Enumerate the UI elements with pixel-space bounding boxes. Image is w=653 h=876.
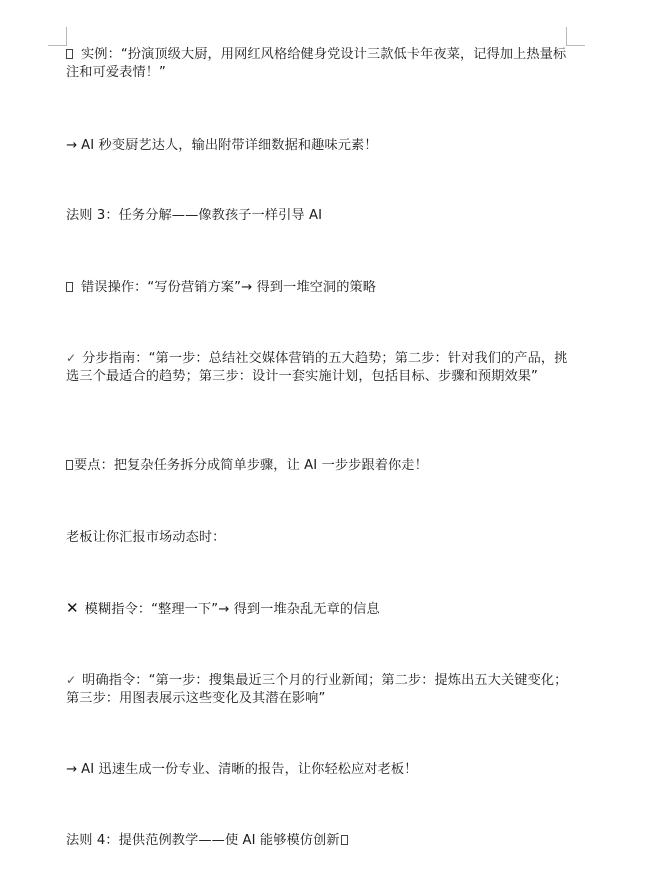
arrow-right-icon: → bbox=[66, 138, 78, 153]
cross-mark-icon: ✕ bbox=[66, 599, 79, 617]
missing-emoji-icon bbox=[341, 835, 348, 845]
margin-corner-top-right bbox=[566, 27, 585, 46]
paragraph-clear-instruction bbox=[66, 671, 571, 708]
paragraph-text: 分步指南：“第一步：总结社交媒体营销的五大趋势；第二步：针对我们的产品，挑选三个最适合的趋势；第三步：设计一套实施计划，包括目标、步骤和预期效果” bbox=[66, 351, 568, 384]
check-mark-icon: ✓ bbox=[66, 673, 77, 687]
paragraph-text: 老板让你汇报市场动态时： bbox=[66, 530, 226, 545]
paragraph-vague-instruction bbox=[66, 599, 571, 619]
margin-corner-top-left bbox=[48, 27, 67, 46]
missing-emoji-icon bbox=[66, 460, 73, 470]
paragraph-text: AI 秒变厨艺达人，输出附带详细数据和趣味元素！ bbox=[81, 138, 378, 153]
paragraph-text: AI 迅速生成一份专业、清晰的报告，让你轻松应对老板！ bbox=[81, 762, 418, 777]
paragraph-text: 实例：“扮演顶级大厨，用网红风格给健身党设计三款低卡年夜菜，记得加上热量标注和可爱表情！” bbox=[66, 47, 567, 80]
paragraph-step-guide bbox=[66, 349, 571, 386]
paragraph-result-chef bbox=[66, 137, 571, 155]
paragraph-boss-report bbox=[66, 529, 571, 547]
paragraph-text: 模糊指令：“整理一下”→ 得到一堆杂乱无章的信息 bbox=[84, 602, 380, 617]
paragraph-example bbox=[66, 46, 571, 82]
paragraph-text: 要点：把复杂任务拆分成简单步骤，让 AI 一步步跟着你走！ bbox=[74, 458, 428, 473]
heading-rule-4 bbox=[66, 832, 571, 850]
heading-text: 法则 3：任务分解——像教孩子一样引导 AI bbox=[66, 208, 323, 223]
missing-emoji-icon bbox=[66, 49, 73, 59]
paragraph-result-report bbox=[66, 761, 571, 779]
heading-rule-3 bbox=[66, 207, 571, 225]
paragraph-key-point bbox=[66, 457, 571, 475]
paragraph-wrong-operation bbox=[66, 279, 571, 297]
paragraph-text: 明确指令：“第一步：搜集最近三个月的行业新闻；第二步：提炼出五大关键变化；第三步：用图表展示这些变化及其潜在影响” bbox=[66, 673, 568, 706]
arrow-right-icon: → bbox=[66, 762, 78, 777]
heading-text: 法则 4：提供范例教学——使 AI 能够模仿创新 bbox=[66, 833, 340, 848]
check-mark-icon: ✓ bbox=[66, 351, 77, 365]
paragraph-text: 错误操作：“写份营销方案”→ 得到一堆空洞的策略 bbox=[81, 280, 377, 295]
missing-emoji-icon bbox=[66, 282, 73, 292]
